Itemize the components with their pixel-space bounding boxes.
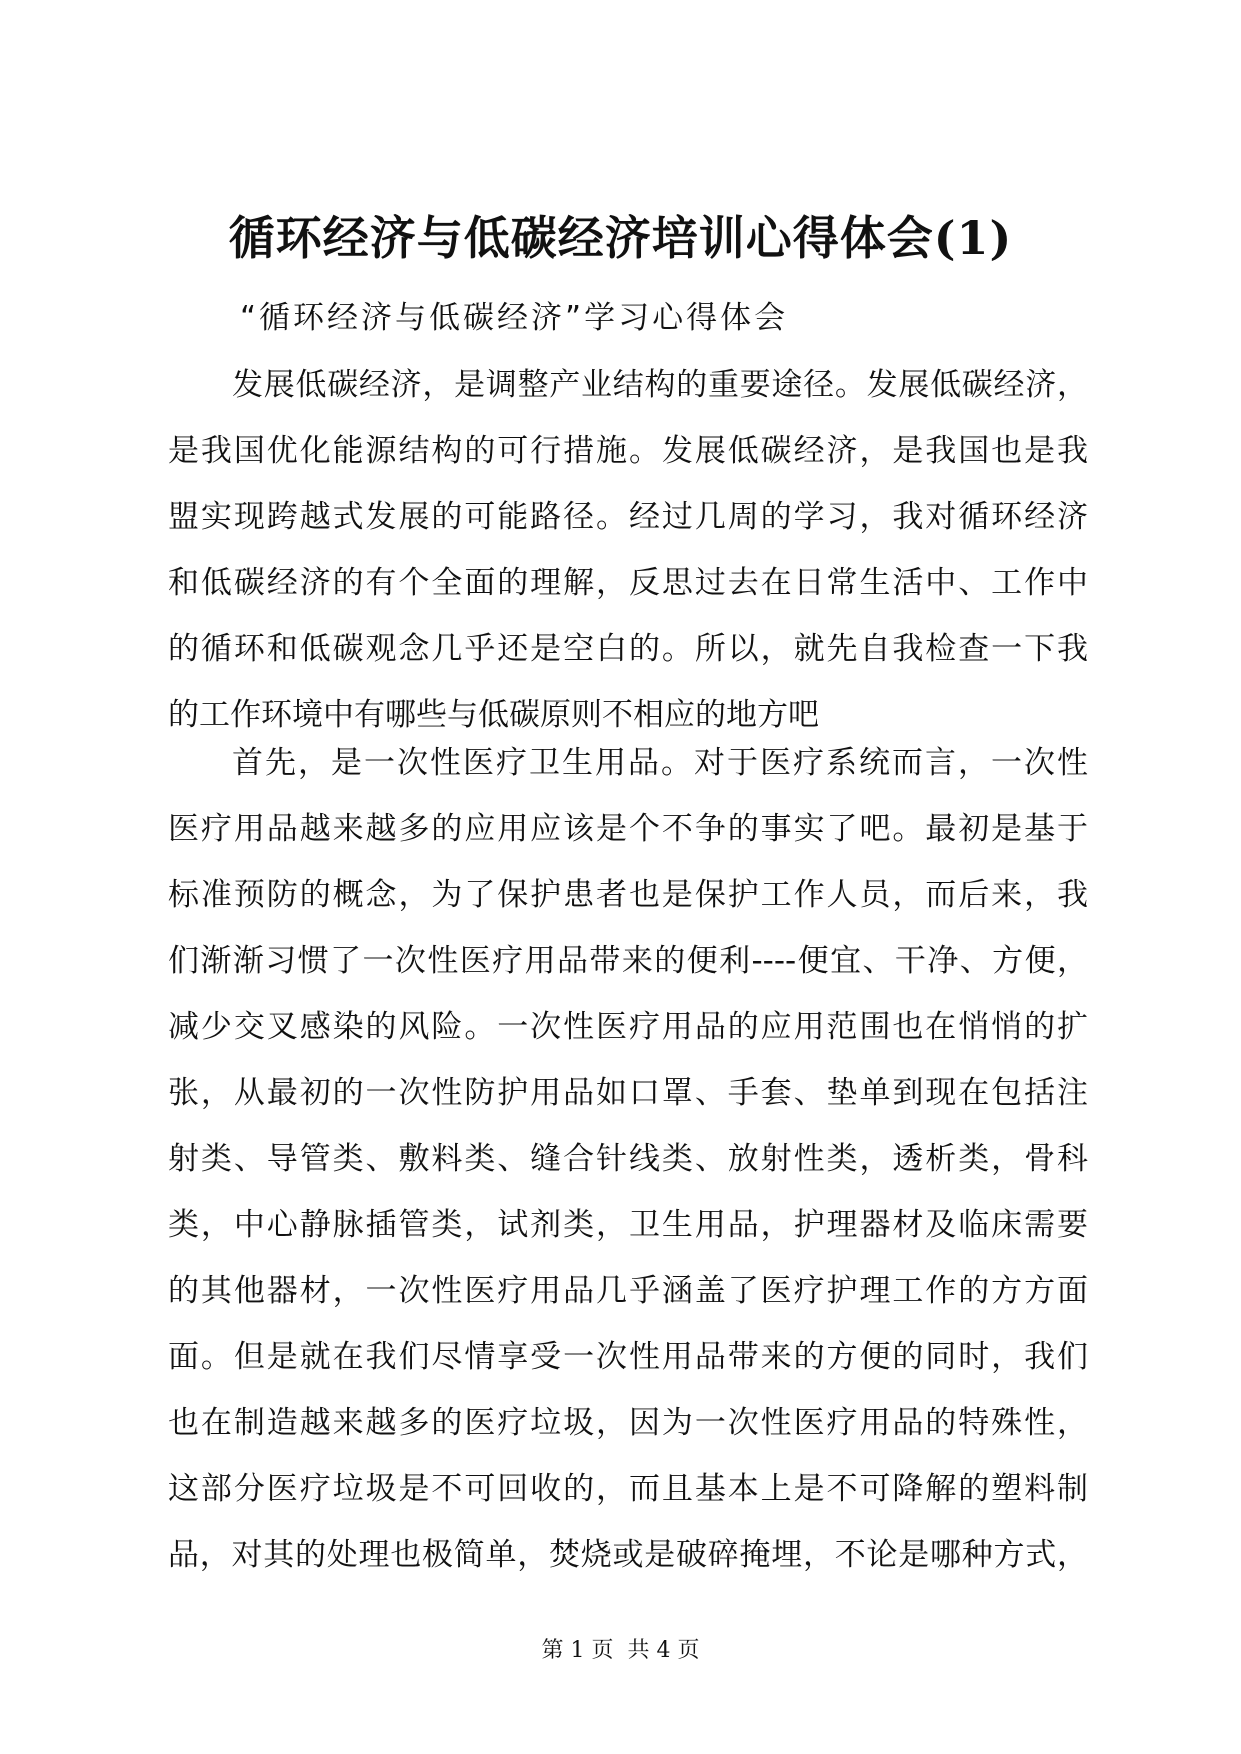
paragraph-line: 射类、导管类、敷料类、缝合针线类、放射性类，透析类，骨科 (168, 1141, 1088, 1177)
document-title: 循环经济与低碳经济培训心得体会(1) (228, 211, 1013, 265)
paragraph-line: 张，从最初的一次性防护用品如口罩、手套、垫单到现在包括注 (168, 1075, 1088, 1111)
paragraph-line: 也在制造越来越多的医疗垃圾，因为一次性医疗用品的特殊性， (168, 1405, 1088, 1441)
paragraph-line: 盟实现跨越式发展的可能路径。经过几周的学习，我对循环经济 (168, 499, 1088, 535)
page-total: 共 4 页 (627, 1638, 700, 1663)
document-subtitle: “循环经济与低碳经济”学习心得体会 (240, 300, 789, 336)
paragraph-line: 类，中心静脉插管类，试剂类，卫生用品，护理器材及临床需要 (168, 1207, 1088, 1243)
paragraph-line: 标准预防的概念，为了保护患者也是保护工作人员，而后来，我 (168, 877, 1088, 913)
paragraph-line: 面。但是就在我们尽情享受一次性用品带来的方便的同时，我们 (168, 1339, 1088, 1375)
paragraph-line: 的其他器材，一次性医疗用品几乎涵盖了医疗护理工作的方方面 (168, 1273, 1088, 1309)
paragraph-line: 的工作环境中有哪些与低碳原则不相应的地方吧 (168, 697, 819, 733)
paragraph-2 (168, 730, 1088, 1588)
paragraph-line: 的循环和低碳观念几乎还是空白的。所以，就先自我检查一下我 (168, 631, 1088, 667)
paragraph-line: 这部分医疗垃圾是不可回收的，而且基本上是不可降解的塑料制 (168, 1471, 1088, 1507)
page-number: 第 1 页 (541, 1638, 614, 1663)
paragraph-line: 和低碳经济的有个全面的理解，反思过去在日常生活中、工作中 (168, 565, 1088, 601)
paragraph-line: 医疗用品越来越多的应用应该是个不争的事实了吧。最初是基于 (168, 811, 1088, 847)
paragraph-line: 减少交叉感染的风险。一次性医疗用品的应用范围也在悄悄的扩 (168, 1009, 1088, 1045)
paragraph-line: 品，对其的处理也极简单，焚烧或是破碎掩埋，不论是哪种方式， (168, 1537, 1088, 1573)
paragraph-1 (168, 352, 1088, 748)
paragraph-line: 是我国优化能源结构的可行措施。发展低碳经济，是我国也是我 (168, 433, 1088, 469)
paragraph-line: 发展低碳经济，是调整产业结构的重要途径。发展低碳经济， (232, 367, 1088, 403)
page-footer (0, 1636, 1241, 1666)
paragraph-line: 们渐渐习惯了一次性医疗用品带来的便利----便宜、干净、方便， (168, 943, 1088, 979)
paragraph-line: 首先，是一次性医疗卫生用品。对于医疗系统而言，一次性 (232, 745, 1088, 781)
